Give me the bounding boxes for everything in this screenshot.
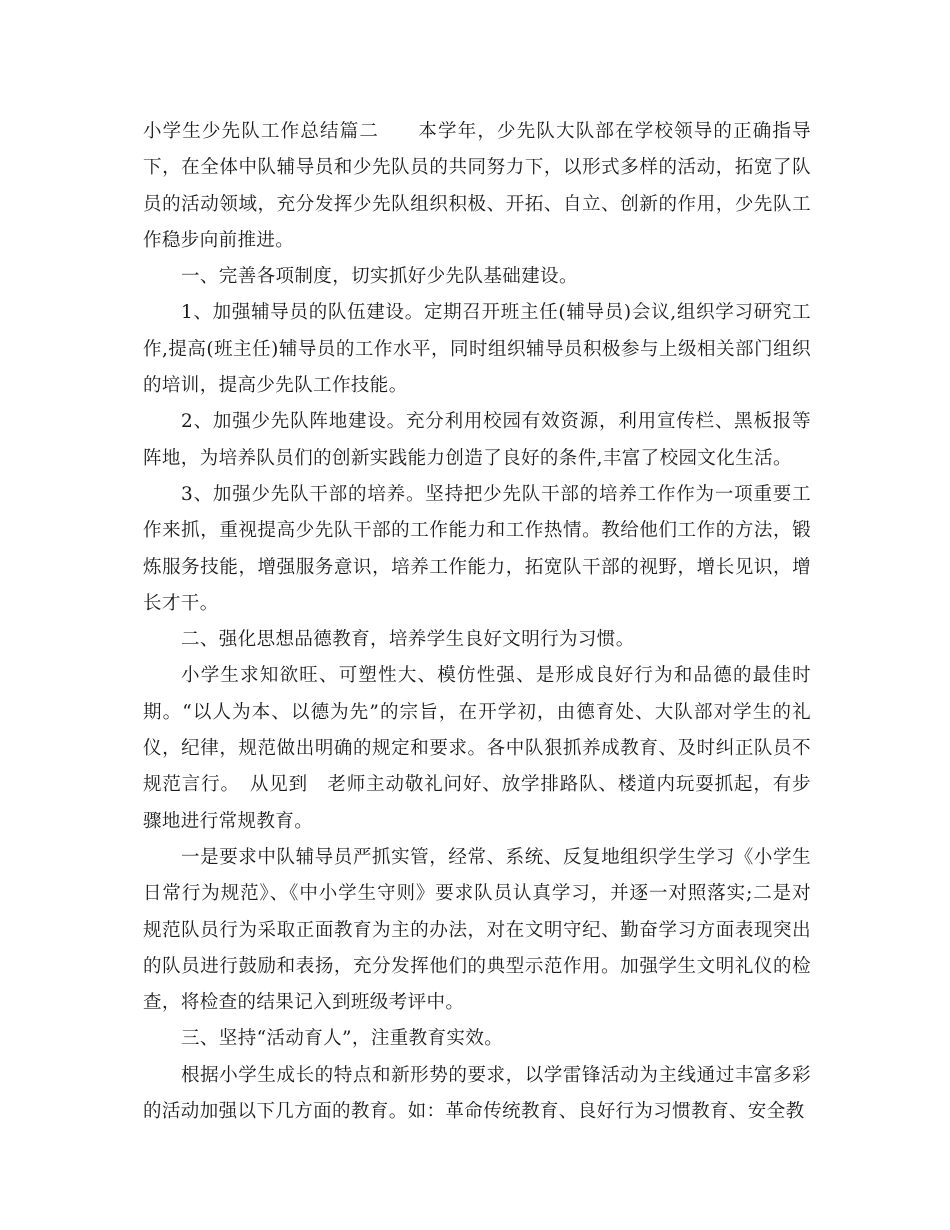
body-paragraph: 1、加强辅导员的队伍建设。定期召开班主任(辅导员)会议,组织学习研究工作,提高(班主任)辅导员的工作水平，同时组织辅导员积极参与上级相关部门组织的培训，提高少先队工作技能。 — [143, 302, 811, 397]
section-heading-1: 一、完善各项制度，切实抓好少先队基础建设。 — [181, 266, 578, 288]
body-paragraph: 3、加强少先队干部的培养。坚持把少先队干部的培养工作作为一项重要工作来抓，重视提高少先队干部的工作能力和工作热情。教给他们工作的方法，锻炼服务技能，增强服务意识，培养工作能力，拓宽队干部的视野，增长见识，增长才干。 — [143, 483, 811, 614]
body-paragraph: 2、加强少先队阵地建设。充分利用校园有效资源，利用宣传栏、黑板报等阵地，为培养队员们的创新实践能力创造了良好的条件,丰富了校园文化生活。 — [143, 411, 811, 469]
section-heading-3: 三、坚持“活动育人”，注重教育实效。 — [181, 1028, 504, 1050]
document-body — [143, 114, 811, 1130]
body-paragraph: 一是要求中队辅导员严抓实管，经常、系统、反复地组织学生学习《小学生日常行为规范》、《中小学生守则》要求队员认真学习，并逐一对照落实;二是对规范队员行为采取正面教育为主的办法，对在文明守纪、勤奋学习方面表现突出的队员进行鼓励和表扬，充分发挥他们的典型示范作用。加强学生文明礼仪的检查，将检查的结果记入到班级考评中。 — [143, 846, 811, 1014]
body-paragraph: 小学生求知欲旺、可塑性大、模仿性强、是形成良好行为和品德的最佳时期。“以人为本、以德为先”的宗旨，在开学初，由德育处、大队部对学生的礼仪，纪律，规范做出明确的规定和要求。各中队狠抓养成教育、及时纠正队员不规范言行。 从见到 老师主动敬礼问好、放学排路队、楼道内玩耍抓起，有步骤地进行常规教育。 — [143, 665, 811, 832]
section-heading-2: 二、强化思想品德教育，培养学生良好文明行为习惯。 — [181, 629, 635, 651]
body-paragraph: 根据小学生成长的特点和新形势的要求，以学雷锋活动为主线通过丰富多彩的活动加强以下几方面的教育。如：革命传统教育、良好行为习惯教育、安全教 — [143, 1064, 811, 1123]
opening-paragraph: 小学生少先队工作总结篇二 本学年，少先队大队部在学校领导的正确指导下，在全体中队辅导员和少先队员的共同努力下，以形式多样的活动，拓宽了队员的活动领域，充分发挥少先队组织积极、开拓、自立、创新的作用，少先队工作稳步向前推进。 — [143, 121, 811, 251]
